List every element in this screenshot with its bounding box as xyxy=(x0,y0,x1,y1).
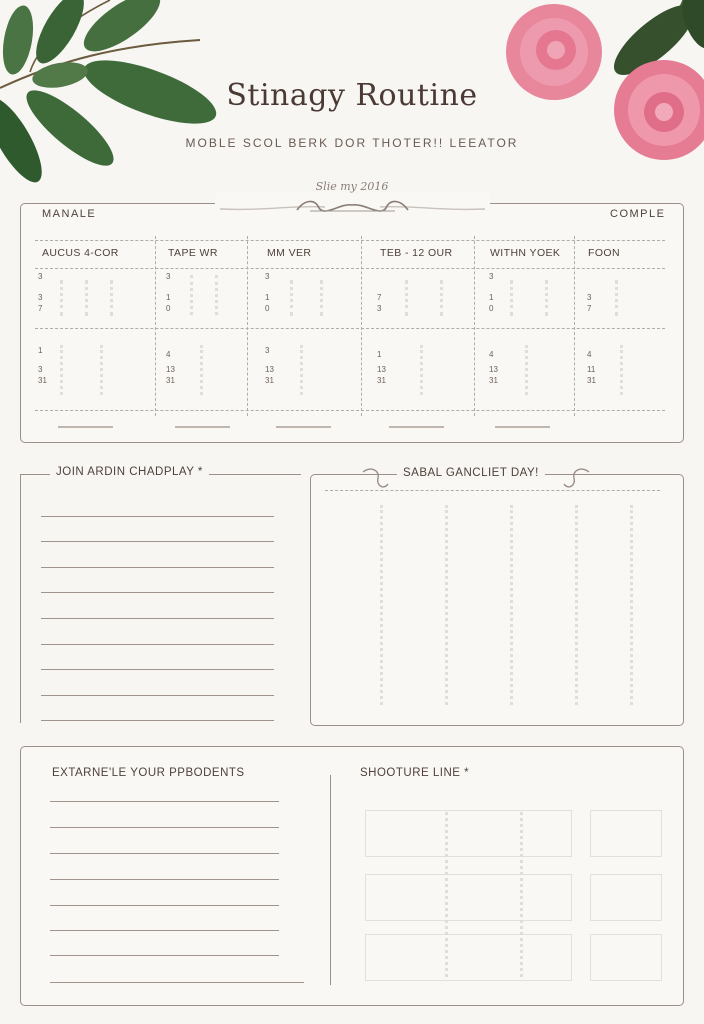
grid-line xyxy=(155,236,156,416)
bottom-panel xyxy=(20,746,684,1006)
column-underline xyxy=(175,426,230,428)
faint-mark xyxy=(445,505,448,705)
faint-mark xyxy=(380,505,383,705)
cell-number: 0 xyxy=(265,304,270,313)
schedule-column-header: FOON xyxy=(588,247,620,259)
page-subtitle: MOBLE SCOL BERK DOR THOTER!! LEEATOR xyxy=(185,136,519,150)
faint-mark xyxy=(190,275,193,315)
writing-line xyxy=(50,905,279,906)
schedule-column-header: TEB - 12 OUR xyxy=(380,247,453,259)
cell-number: 4 xyxy=(489,350,494,359)
faint-mark xyxy=(525,345,528,395)
writing-line xyxy=(50,827,279,828)
faint-mark xyxy=(300,345,303,395)
writing-line xyxy=(41,669,274,670)
faint-mark xyxy=(510,505,513,705)
cell-number: 13 xyxy=(489,365,498,374)
cell-number: 4 xyxy=(166,350,171,359)
grid-line xyxy=(247,236,248,416)
writing-line xyxy=(41,592,274,593)
cell-number: 13 xyxy=(377,365,386,374)
cell-number: 3 xyxy=(587,293,592,302)
faint-grid xyxy=(590,934,662,981)
faint-mark xyxy=(60,345,63,395)
writing-line xyxy=(50,982,304,983)
faint-mark xyxy=(100,345,103,395)
grid-line xyxy=(574,236,575,416)
cell-number: 31 xyxy=(265,376,274,385)
column-underline xyxy=(389,426,444,428)
faint-grid xyxy=(590,810,662,857)
schedule-left-label: MANALE xyxy=(42,208,97,220)
writing-line xyxy=(41,644,274,645)
faint-mark xyxy=(200,345,203,395)
cell-number: 3 xyxy=(38,272,43,281)
faint-mark xyxy=(290,280,293,316)
cell-number: 3 xyxy=(265,272,270,281)
faint-mark xyxy=(520,812,523,977)
writing-line xyxy=(50,853,279,854)
faint-mark xyxy=(545,280,548,316)
date-note: Slie my 2016 xyxy=(315,180,389,193)
cell-number: 1 xyxy=(265,293,270,302)
faint-mark xyxy=(85,280,88,316)
cell-number: 1 xyxy=(166,293,171,302)
faint-grid xyxy=(590,874,662,921)
cell-number: 31 xyxy=(166,376,175,385)
grid-line xyxy=(474,236,475,416)
cell-number: 11 xyxy=(587,365,596,374)
cell-number: 7 xyxy=(587,304,592,313)
schedule-column-header: AUCUS 4-COR xyxy=(42,247,119,259)
cell-number: 1 xyxy=(489,293,494,302)
cell-number: 0 xyxy=(166,304,171,313)
faint-mark xyxy=(60,280,63,316)
cell-number: 13 xyxy=(265,365,274,374)
cell-number: 3 xyxy=(38,293,43,302)
faint-mark xyxy=(575,505,578,705)
cell-number: 7 xyxy=(38,304,43,313)
cell-number: 4 xyxy=(587,350,592,359)
writing-line xyxy=(50,801,279,802)
faint-grid xyxy=(365,874,572,921)
grid-line xyxy=(361,236,362,416)
cell-number: 0 xyxy=(489,304,494,313)
bottom-right-label: SHOOTURE LINE * xyxy=(354,767,475,779)
writing-line xyxy=(50,930,279,931)
schedule-column-header: MM VER xyxy=(267,247,312,259)
bottom-left-label: EXTARNE'LE YOUR PPBODENTS xyxy=(46,767,251,779)
writing-line xyxy=(41,567,274,568)
writing-line xyxy=(50,879,279,880)
faint-mark xyxy=(405,280,408,316)
notes-right-label: SABAL GANCLIET DAY! xyxy=(397,467,545,479)
grid-line xyxy=(35,410,665,411)
ornament-divider xyxy=(215,193,490,219)
faint-mark xyxy=(620,345,623,395)
cell-number: 3 xyxy=(166,272,171,281)
cell-number: 3 xyxy=(489,272,494,281)
faint-grid xyxy=(365,810,572,857)
cell-number: 31 xyxy=(587,376,596,385)
column-underline xyxy=(58,426,113,428)
faint-mark xyxy=(320,280,323,316)
faint-mark xyxy=(630,505,633,705)
cell-number: 1 xyxy=(38,346,43,355)
grid-line xyxy=(35,268,665,269)
column-underline xyxy=(276,426,331,428)
writing-line xyxy=(41,695,274,696)
cell-number: 31 xyxy=(489,376,498,385)
schedule-column-header: TAPE WR xyxy=(168,247,218,259)
bottom-divider xyxy=(330,775,331,985)
grid-line xyxy=(325,490,660,491)
writing-line xyxy=(41,720,274,721)
faint-mark xyxy=(510,280,513,316)
writing-line xyxy=(41,516,274,517)
schedule-column-header: WITHN YOEK xyxy=(490,247,561,259)
grid-line xyxy=(35,328,665,329)
grid-line xyxy=(35,240,665,241)
faint-mark xyxy=(215,275,218,315)
cell-number: 7 xyxy=(377,293,382,302)
schedule-right-label: COMPLE xyxy=(610,208,666,220)
column-underline xyxy=(495,426,550,428)
faint-mark xyxy=(440,280,443,316)
cell-number: 3 xyxy=(38,365,43,374)
faint-grid xyxy=(365,934,572,981)
cell-number: 3 xyxy=(377,304,382,313)
faint-mark xyxy=(445,812,448,977)
cell-number: 31 xyxy=(377,376,386,385)
cell-number: 3 xyxy=(265,346,270,355)
faint-mark xyxy=(615,280,618,316)
schedule-panel xyxy=(20,203,684,443)
notes-left-label: JOIN ARDIN CHADPLAY * xyxy=(50,466,209,478)
writing-line xyxy=(41,541,274,542)
faint-mark xyxy=(110,280,113,316)
notes-left-frame xyxy=(20,474,301,723)
page-title: Stinagy Routine xyxy=(226,78,478,113)
cell-number: 1 xyxy=(377,350,382,359)
faint-mark xyxy=(420,345,423,395)
cell-number: 31 xyxy=(38,376,47,385)
writing-line xyxy=(50,955,279,956)
writing-line xyxy=(41,618,274,619)
cell-number: 13 xyxy=(166,365,175,374)
notes-right-panel xyxy=(310,474,684,726)
